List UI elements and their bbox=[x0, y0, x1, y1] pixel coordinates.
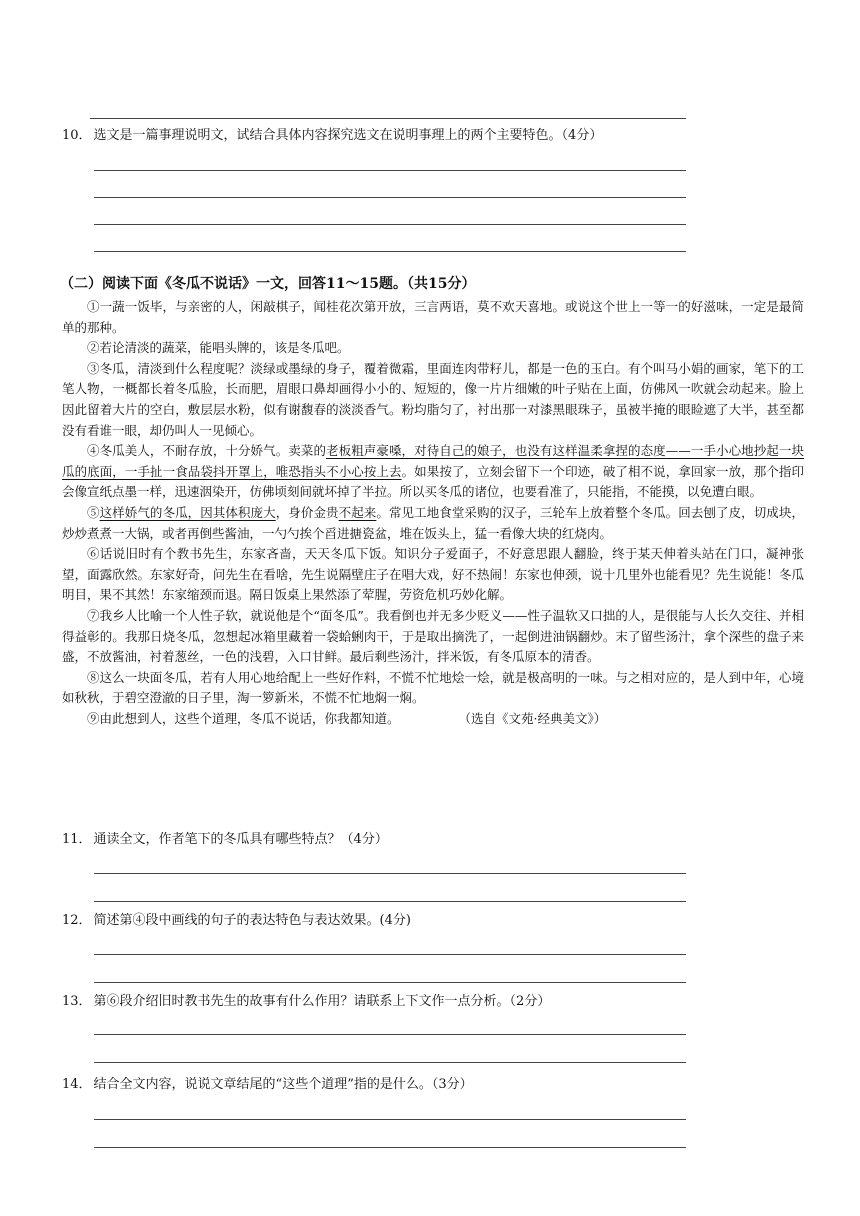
question-number: 12． bbox=[62, 913, 92, 928]
answer-line[interactable] bbox=[94, 1119, 686, 1120]
question-13 bbox=[62, 993, 550, 1011]
paragraph-1: ①一蔬一饭毕，与亲密的人，闲敲棋子，闻桂花次第开放，三言两语，莫不欢天喜地。或说这个世上一等一的好滋味，一定是最简单的那种。 bbox=[62, 299, 804, 335]
answer-line[interactable] bbox=[94, 251, 686, 252]
question-number: 13． bbox=[62, 994, 92, 1009]
article-source: （选自《文苑·经典美文》） bbox=[458, 710, 607, 726]
paragraph-9-text: ⑨由此想到人，这些个道理，冬瓜不说话，你我都知道。 bbox=[87, 710, 400, 726]
answer-line[interactable] bbox=[94, 1147, 686, 1148]
answer-line[interactable] bbox=[94, 982, 686, 983]
question-number: 10． bbox=[62, 128, 92, 143]
question-text: 通读全文，作者笔下的冬瓜具有哪些特点？（4分） bbox=[93, 832, 388, 847]
question-number: 11． bbox=[62, 832, 92, 847]
answer-line[interactable] bbox=[94, 1062, 686, 1063]
paragraph-5-number: ⑤ bbox=[87, 504, 100, 520]
paragraph-4 bbox=[62, 441, 804, 503]
paragraph-4-text: ④冬瓜美人，不耐存放，十分娇气。卖菜的 bbox=[87, 443, 327, 459]
question-14 bbox=[62, 1076, 473, 1094]
underlined-sentence: 老板粗声豪嗓，对待自己的娘子，也没有这样温柔拿捏的态度——一手小心地抄起一块瓜的底面，一手扯一食品袋抖开罩上，唯恐指头不小心按上去 bbox=[62, 443, 804, 479]
paragraph-5 bbox=[62, 503, 804, 544]
question-text: 简述第④段中画线的句子的表达特色与表达效果。(4分) bbox=[93, 913, 411, 928]
paragraph-4-text-rest: 。如果按了，立刻会留下一个印迹，破了相不说，拿回家一放，那个指印会像宣纸点墨一样，迅速洇染开，仿佛顷刻间就坏掉了半拉。所以买冬瓜的诸位，也要看准了，只能指，不能摸，以免遭白眼。 bbox=[62, 463, 804, 500]
paragraph-9 bbox=[62, 709, 804, 730]
article-body bbox=[62, 297, 804, 729]
paragraph-6: ⑥话说旧时有个教书先生，东家吝啬，天天冬瓜下饭。知识分子爱面子，不好意思跟人翻脸，终于某天伸着头站在门口，凝神张望，面露欣然。东家好奇，问先生在看啥，先生说隔壁庄子在唱大戏，好不热闹！东家也伸颈，说十几里外也能看见？先生说能！冬瓜明目，果不其然！东家缩颈而退。隔日饭桌上果然添了荤腥，劳资危机巧妙化解。 bbox=[62, 546, 804, 603]
answer-line[interactable] bbox=[94, 1034, 686, 1035]
answer-line[interactable] bbox=[94, 901, 686, 902]
section-title: （二）阅读下面《冬瓜不说话》一文，回答11～15题。（共15分） bbox=[60, 276, 476, 292]
paragraph-5-text-rest: 。常见工地食堂采购的汉子，三轮车上放着整个冬瓜。回去刨了皮，切成块，炒炒煮煮一大锅，或者再倒些酱油，一勺勺挨个舀进搪瓷盆，堆在饭头上，猛一看像大块的红烧肉。 bbox=[62, 504, 804, 541]
question-text: 结合全文内容，说说文章结尾的“这些个道理”指的是什么。（3分） bbox=[93, 1077, 473, 1092]
answer-line[interactable] bbox=[94, 954, 686, 955]
question-12 bbox=[62, 912, 411, 930]
question-text: 第⑥段介绍旧时教书先生的故事有什么作用？请联系上下文作一点分析。（2分） bbox=[93, 994, 551, 1009]
answer-line[interactable] bbox=[94, 170, 686, 171]
paragraph-3: ③冬瓜，清淡到什么程度呢？淡绿或墨绿的身子，覆着微霜，里面连肉带籽儿，都是一色的玉白。有个叫马小娟的画家，笔下的工笔人物，一概都长着冬瓜脸，长而肥，眉眼口鼻却画得小小的、短短的，像一片片细嫩的叶子贴在上面，仿佛风一吹就会动起来。脸上因此留着大片的空白，敷层层水粉，似有谢馥春的淡淡香气。粉均脂匀了，衬出那一对漆黑眼珠子，虽被半掩的眼睑遮了大半，甚至都没有看谁一眼，却仍叫人一见倾心。 bbox=[62, 360, 804, 438]
answer-line[interactable] bbox=[94, 873, 686, 874]
underlined-phrase-2: 不起来 bbox=[338, 504, 377, 520]
paragraph-2: ②若论清淡的蔬菜，能唱头牌的，该是冬瓜吧。 bbox=[87, 340, 350, 356]
answer-line[interactable] bbox=[94, 224, 686, 225]
question-10 bbox=[62, 127, 602, 145]
paragraph-8: ⑧这么一块面冬瓜，若有人用心地给配上一些好作料，不慌不忙地烩一烩，就是极高明的一味。与之相对应的，是人到中年，心境如秋秋，于碧空澄澈的日子里，淘一箩新米，不慌不忙地焖一焖。 bbox=[62, 669, 804, 706]
question-number: 14． bbox=[62, 1077, 92, 1092]
paragraph-5-text: ，身价金贵 bbox=[275, 504, 339, 520]
question-11 bbox=[62, 831, 388, 849]
underlined-phrase-1: 这样娇气的冬瓜，因其体积庞大 bbox=[99, 504, 276, 520]
paragraph-7: ⑦我乡人比喻一个人性子软，就说他是个“面冬瓜”。我看倒也并无多少贬义——性子温软又口拙的人，是很能与人长久交往、并相得益彰的。我那日烧冬瓜，忽想起冰箱里藏着一袋蛤蜊肉干，于是取出摘洗了，一起倒进油锅翻炒。末了留些汤汁，拿个深些的盘子来盛，不放酱油，衬着葱丝，一色的浅碧，入口甘鲜。最后剩些汤汁，拌米饭，有冬瓜原本的清香。 bbox=[62, 607, 804, 665]
answer-line-top bbox=[90, 118, 686, 119]
answer-line[interactable] bbox=[94, 197, 686, 198]
question-text: 选文是一篇事理说明文，试结合具体内容探究选文在说明事理上的两个主要特色。（4分） bbox=[93, 128, 603, 143]
